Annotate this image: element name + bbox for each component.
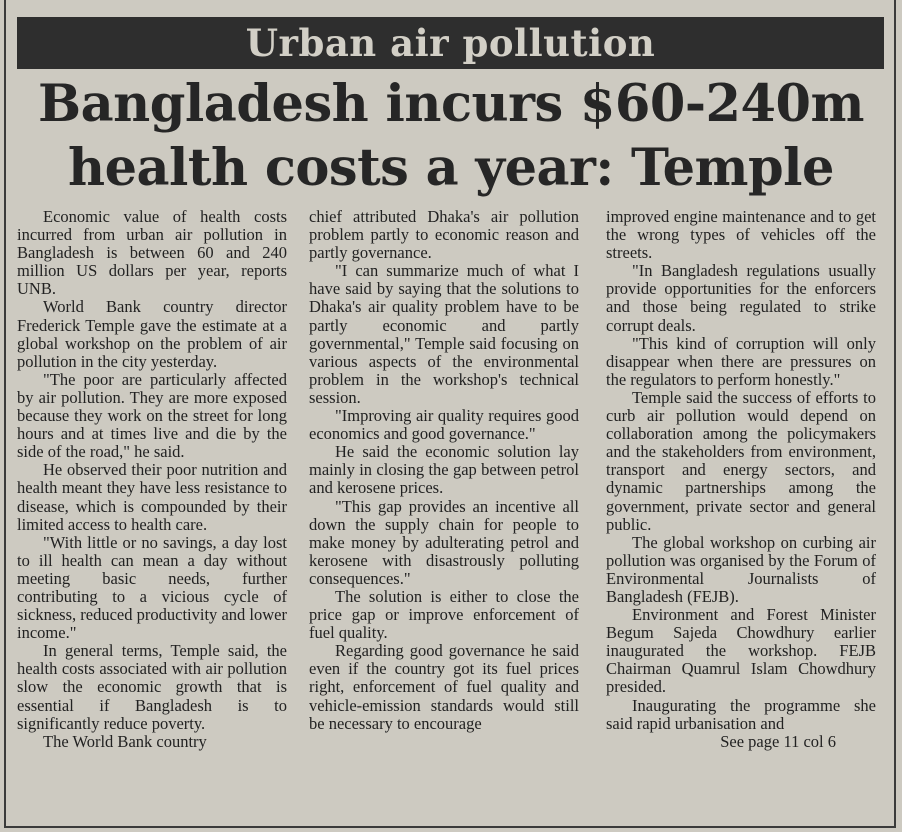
paragraph: "Improving air quality requires good economics and good governance." xyxy=(309,406,579,444)
headline xyxy=(10,72,892,200)
paragraph: "With little or no savings, a day lost to ill health can mean a day without meeting basic needs, further contributing to a vicious cycle of sickness, reduced productivity and lower income." xyxy=(17,532,287,643)
paragraph: He observed their poor nutrition and health meant they have less resistance to disease, which is compounded by their limited access to health care. xyxy=(17,460,287,534)
paragraph: "The poor are particularly affected by air pollution. They are more exposed because they work on the street for long hours and at times live and die by the side of the road," he said. xyxy=(17,369,287,462)
article-column-2 xyxy=(309,208,579,733)
kicker-text: Urban air pollution xyxy=(245,21,656,65)
paragraph: The global workshop on curbing air pollution was organised by the Forum of Environmental Journalists of Bangladesh (FEJB). xyxy=(606,532,876,606)
kicker-banner xyxy=(17,17,884,69)
paragraph: "In Bangladesh regulations usually provide opportunities for the enforcers and those being regulated to strike corrupt deals. xyxy=(606,261,876,335)
paragraph: "I can summarize much of what I have said by saying that the solutions to Dhaka's air quality problem have to be partly economic and partly governmental," Temple said focusing on various aspects of the environmental problem in the workshop's technical session. xyxy=(309,261,579,407)
paragraph: "This kind of corruption will only disappear when there are pressures on the regulators to perform honestly." xyxy=(606,333,876,389)
paragraph: "This gap provides an incentive all down the supply chain for people to make money by adulterating petrol and kerosene with disastrously polluting consequences." xyxy=(309,496,579,588)
paragraph: chief attributed Dhaka's air pollution problem partly to economic reason and partly governance. xyxy=(309,207,579,263)
paragraph: The solution is either to close the price gap or improve enforcement of fuel quality. xyxy=(309,586,579,643)
paragraph: Regarding good governance he said even if the country got its fuel prices right, enforcement of fuel quality and vehicle-emission standards would still be necessary to encourage xyxy=(309,641,579,733)
paragraph: In general terms, Temple said, the health costs associated with air pollution slow the economic growth that is essential if Bangladesh is to significantly reduce poverty. xyxy=(17,641,287,733)
article-column-3 xyxy=(606,208,876,751)
paragraph: Environment and Forest Minister Begum Sajeda Chowdhury earlier inaugurated the workshop. FEJB Chairman Quamrul Islam Chowdhury presided. xyxy=(606,605,876,697)
headline-line-1: Bangladesh incurs $60-240m xyxy=(38,74,864,134)
paragraph: World Bank country director Frederick Temple gave the estimate at a global workshop on the problem of air pollution in the city yesterday. xyxy=(17,297,287,371)
paragraph: Temple said the success of efforts to curb air pollution would depend on collaboration among the policymakers and the stakeholders from environment, transport and energy sectors, and dynamic partnerships among the government, private sector and general public. xyxy=(606,387,876,534)
paragraph: The World Bank country xyxy=(43,731,207,751)
article-column-1 xyxy=(17,208,287,751)
paragraph: Economic value of health costs incurred from urban air pollution in Bangladesh is between 60 and 240 million US dollars per year, reports UNB. xyxy=(17,207,287,299)
paragraph: He said the economic solution lay mainly in closing the gap between petrol and kerosene prices. xyxy=(309,442,579,498)
paragraph: Inaugurating the programme she said rapid urbanisation and xyxy=(606,695,876,733)
headline-line-2: health costs a year: Temple xyxy=(67,138,835,198)
paragraph: improved engine maintenance and to get the wrong types of vehicles off the streets. xyxy=(606,207,876,263)
continuation-jump: See page 11 col 6 xyxy=(720,731,836,751)
